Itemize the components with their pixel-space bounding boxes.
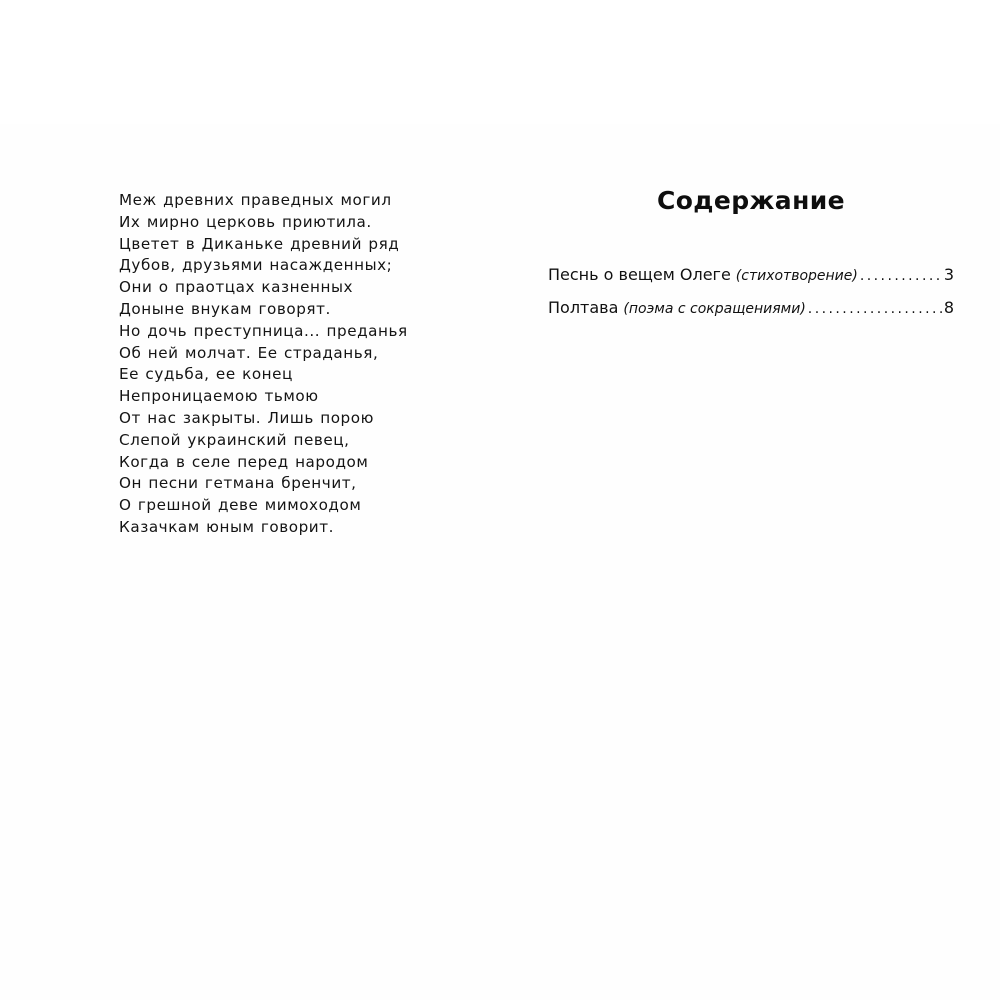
toc-entry-note: (поэма с сокращениями) xyxy=(623,301,806,317)
poem-line: Меж древних праведных могил xyxy=(119,191,392,209)
poem-line: Дубов, друзьями насажденных; xyxy=(119,256,393,275)
poem-line: Доныне внукам говорят. xyxy=(119,299,331,318)
dot-leader xyxy=(860,268,942,284)
top-margin xyxy=(0,0,1000,124)
toc-entry-title: Полтава xyxy=(548,298,619,317)
poem-line: Ее судьба, ее конец xyxy=(119,365,293,384)
poem-line: Они о праотцах казненных xyxy=(119,278,354,297)
toc-entry-title: Песнь о вещем Олеге xyxy=(548,265,731,284)
dot-leader xyxy=(808,301,942,317)
poem-line: О грешной деве мимоходом xyxy=(119,496,362,515)
toc-page-number: 8 xyxy=(943,298,954,317)
poem-line: Когда в селе перед народом xyxy=(119,452,369,471)
poem-line: Слепой украинский певец, xyxy=(119,430,350,449)
poem-line: Он песни гетмана бренчит, xyxy=(119,474,357,493)
poem-line: Непроницаемою тьмою xyxy=(119,387,319,406)
toc-entry[interactable] xyxy=(548,298,954,331)
poem-line: Но дочь преступница... преданья xyxy=(119,321,408,340)
toc-page-number: 3 xyxy=(943,265,954,284)
poem-line: От нас закрыты. Лишь порою xyxy=(119,408,374,427)
poem-line: Казачкам юным говорит. xyxy=(119,517,335,536)
contents-heading: Содержание xyxy=(656,186,846,215)
toc-entry[interactable] xyxy=(548,265,954,298)
poem-line: Цветет в Диканьке древний ряд xyxy=(119,234,400,253)
poem-line: Их мирно церковь приютила. xyxy=(119,212,372,231)
poem-text xyxy=(119,190,449,539)
toc-entry-note: (стихотворение) xyxy=(735,268,858,284)
poem-line: Об ней молчат. Ее страданья, xyxy=(119,343,379,362)
table-of-contents xyxy=(548,265,954,331)
